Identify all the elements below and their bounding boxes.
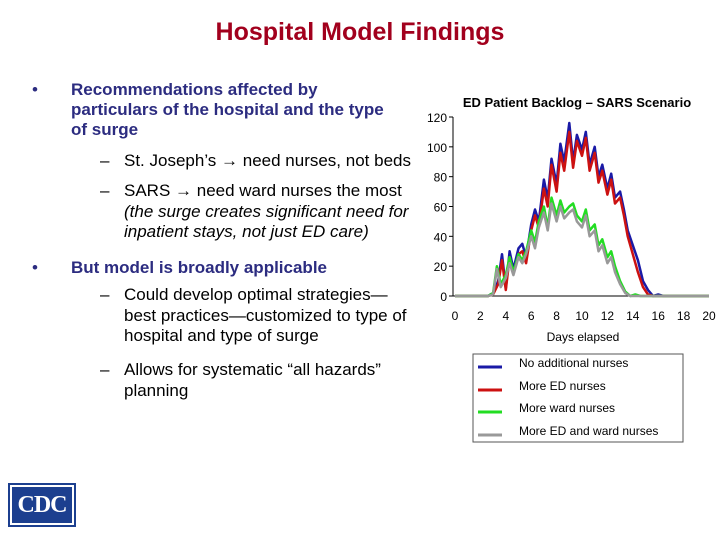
- y-tick-label: 80: [433, 170, 447, 185]
- legend-label: No additional nurses: [519, 356, 629, 370]
- series-line-no-additional-nurses: [455, 123, 709, 296]
- legend-label: More ED nurses: [519, 379, 606, 393]
- bullet-1-line: particulars of the hospital and the type: [71, 100, 384, 119]
- x-tick-label: 4: [502, 309, 510, 323]
- x-tick-label: 2: [477, 309, 484, 323]
- bullet-marker: •: [32, 80, 38, 99]
- dash-marker: –: [100, 181, 110, 200]
- sub-bullet-line: St. Joseph’s → need nurses, not beds: [124, 151, 411, 170]
- series-line-more-ward-nurses: [455, 198, 709, 296]
- x-tick-label: 16: [651, 309, 665, 323]
- x-tick-label: 10: [575, 309, 589, 323]
- x-tick-label: 0: [451, 309, 459, 323]
- x-axis-label: Days elapsed: [546, 330, 620, 344]
- y-tick-label: 20: [433, 260, 447, 275]
- x-tick-label: 6: [527, 309, 535, 323]
- x-tick-label: 8: [553, 309, 560, 323]
- bullet-1-line: of surge: [71, 120, 139, 139]
- y-tick-label: 0: [440, 290, 447, 304]
- chart-title: ED Patient Backlog – SARS Scenario: [462, 95, 692, 110]
- sub-bullet-line: hospital and type of surge: [124, 326, 319, 345]
- x-tick-label: 14: [626, 309, 640, 323]
- x-tick-label: 18: [676, 309, 691, 323]
- sub-bullet-line: planning: [124, 381, 189, 400]
- dash-marker: –: [100, 360, 110, 379]
- y-tick-label: 40: [433, 230, 447, 245]
- y-tick-label: 100: [426, 140, 447, 155]
- legend-label: More ward nurses: [519, 401, 616, 415]
- x-tick-label: 20: [702, 309, 716, 323]
- cdc-logo-text: CDC: [12, 487, 72, 523]
- y-ticks: [427, 111, 453, 304]
- cdc-logo: [8, 483, 76, 527]
- series-line-more-ed-nurses: [455, 132, 709, 296]
- dash-marker: –: [100, 151, 110, 170]
- sub-bullet-line: SARS → need ward nurses the most: [124, 181, 402, 200]
- bullet-2-line: But model is broadly applicable: [71, 258, 327, 277]
- x-ticks: [452, 309, 716, 323]
- sub-bullet-line: Could develop optimal strategies—: [124, 285, 388, 304]
- legend: [473, 354, 683, 442]
- bullet-1-line: Recommendations affected by: [71, 80, 318, 99]
- page-title: Hospital Model Findings: [215, 18, 505, 46]
- y-tick-label: 60: [433, 200, 447, 215]
- legend-label: More ED and ward nurses: [519, 424, 659, 438]
- dash-marker: –: [100, 285, 110, 304]
- sub-bullet-line: Allows for systematic “all hazards”: [124, 360, 381, 379]
- sub-bullet-italic-line: (the surge creates significant need for: [124, 202, 409, 221]
- x-tick-label: 12: [600, 309, 615, 323]
- bullet-marker: •: [32, 258, 38, 277]
- sub-bullet-line: best practices—customized to type of: [124, 306, 407, 325]
- sub-bullet-italic-line: inpatient stays, not just ED care): [124, 222, 369, 241]
- y-tick-label: 120: [426, 111, 447, 125]
- series-lines: [455, 123, 709, 296]
